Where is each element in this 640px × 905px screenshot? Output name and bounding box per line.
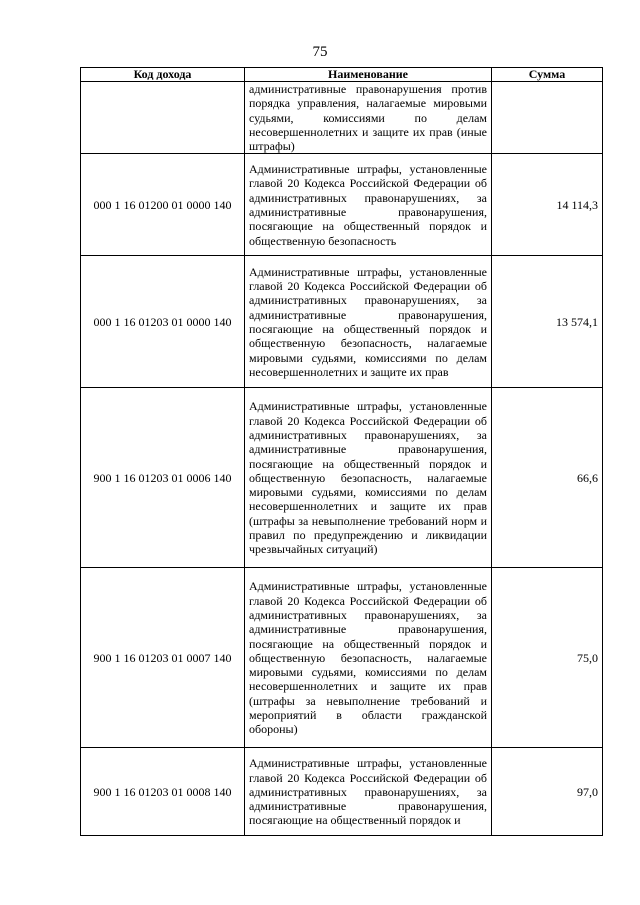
header-code: Код дохода <box>81 68 245 82</box>
revenue-code: 000 1 16 01203 01 0000 140 <box>81 256 245 388</box>
header-name: Наименование <box>245 68 492 82</box>
revenue-name: административные правонарушения против порядка управления, налагаемые мировыми судьями, комиссиями по делам несовершеннолетних и защите их прав (иные штрафы) <box>245 82 492 154</box>
revenue-name: Административные штрафы, установленные главой 20 Кодекса Российской Федерации об административных правонарушениях, за административные правонарушения, посягающие на общественный порядок и общественную безопасность, налагаемые мировыми судьями, комиссиями по делам несовершеннолетних и защите их прав (штрафы за невыполнение требований норм и правил по предупреждению и ликвидации чрезвычайных ситуаций) <box>245 388 492 568</box>
header-amount: Сумма <box>492 68 603 82</box>
revenue-amount: 13 574,1 <box>492 256 603 388</box>
revenue-amount: 66,6 <box>492 388 603 568</box>
table-row <box>81 748 603 836</box>
revenue-amount: 97,0 <box>492 748 603 836</box>
revenue-code <box>81 82 245 154</box>
table-header-row <box>81 68 603 82</box>
table-row <box>81 568 603 748</box>
revenue-name: Административные штрафы, установленные главой 20 Кодекса Российской Федерации об административных правонарушениях, за административные правонарушения, посягающие на общественный порядок и общественную безопасность, налагаемые мировыми судьями, комиссиями по делам несовершеннолетних и защите их прав <box>245 256 492 388</box>
table-row <box>81 256 603 388</box>
revenue-table <box>80 67 603 836</box>
revenue-amount: 75,0 <box>492 568 603 748</box>
revenue-name: Административные штрафы, установленные главой 20 Кодекса Российской Федерации об административных правонарушениях, за административные правонарушения, посягающие на общественный порядок и общественную безопасность, налагаемые мировыми судьями, комиссиями по делам несовершеннолетних и защите их прав (штрафы за невыполнение требований и мероприятий в области гражданской обороны) <box>245 568 492 748</box>
revenue-amount: 14 114,3 <box>492 154 603 256</box>
table-row <box>81 388 603 568</box>
revenue-code: 000 1 16 01200 01 0000 140 <box>81 154 245 256</box>
revenue-code: 900 1 16 01203 01 0006 140 <box>81 388 245 568</box>
page-number: 75 <box>312 44 328 60</box>
revenue-code: 900 1 16 01203 01 0007 140 <box>81 568 245 748</box>
revenue-amount <box>492 82 603 154</box>
revenue-name: Административные штрафы, установленные главой 20 Кодекса Российской Федерации об административных правонарушениях, за административные правонарушения, посягающие на общественный порядок и общественную безопасность <box>245 154 492 256</box>
table-row <box>81 154 603 256</box>
revenue-code: 900 1 16 01203 01 0008 140 <box>81 748 245 836</box>
table-row <box>81 82 603 154</box>
revenue-name: Административные штрафы, установленные главой 20 Кодекса Российской Федерации об административных правонарушениях, за административные правонарушения, посягающие на общественный порядок и <box>245 748 492 836</box>
